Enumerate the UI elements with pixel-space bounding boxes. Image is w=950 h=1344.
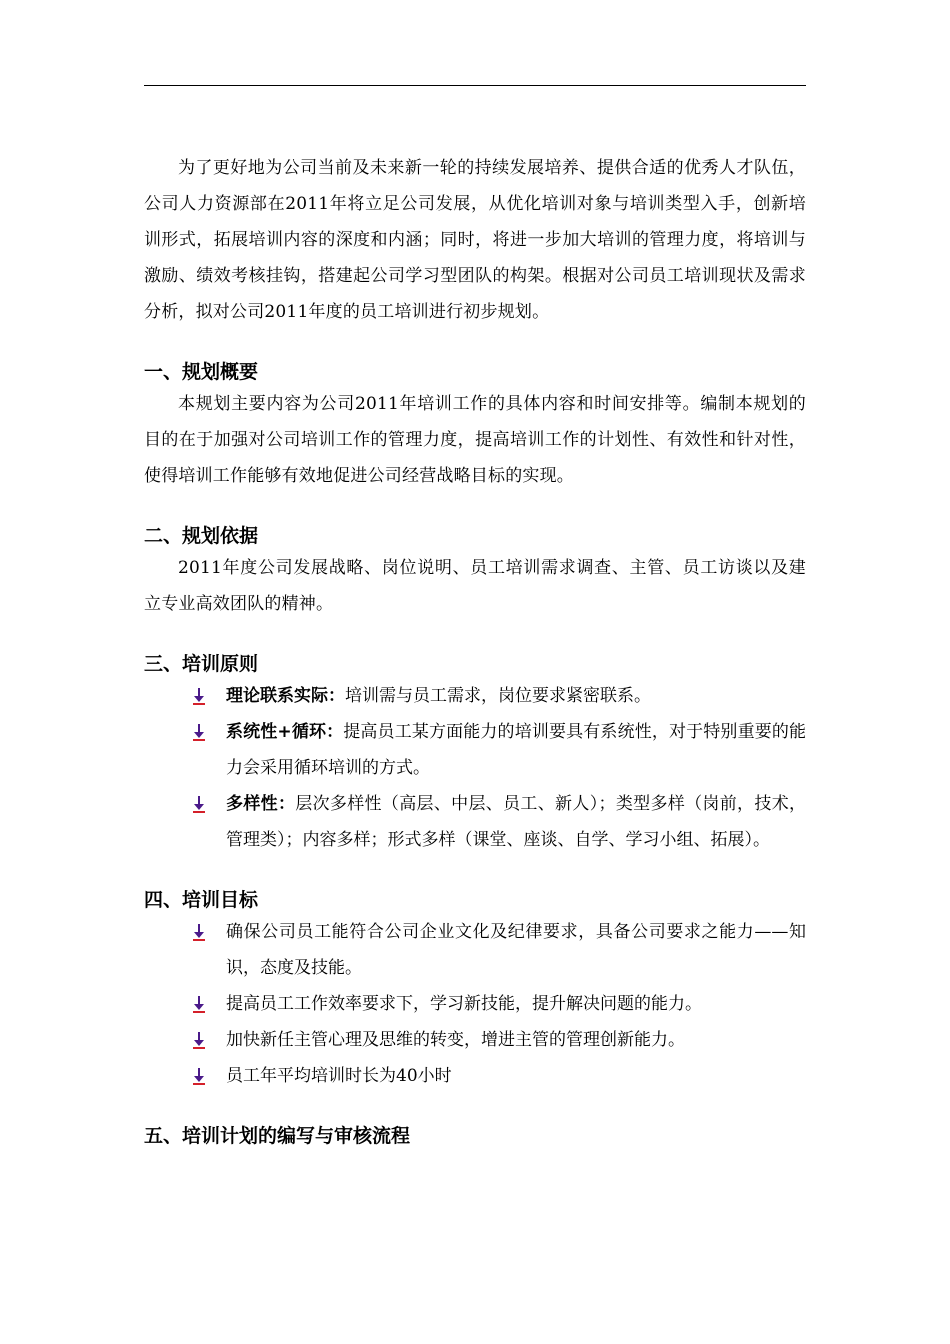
list-item bbox=[144, 914, 806, 986]
list-item bbox=[144, 1022, 806, 1058]
arrow-down-bullet-icon bbox=[192, 1068, 206, 1086]
section-heading-basis: 二、规划依据 bbox=[144, 525, 259, 547]
header-rule bbox=[144, 85, 806, 86]
principle-text: 层次多样性（高层、中层、员工、新人）；类型多样（岗前，技术，管理类）；内容多样；形式多样（课堂、座谈、自学、学习小组、拓展）。 bbox=[226, 794, 807, 850]
goal-text: 员工年平均培训时长为40小时 bbox=[226, 1066, 452, 1086]
list-item bbox=[144, 986, 806, 1022]
goal-text: 提高员工工作效率要求下，学习新技能，提升解决问题的能力。 bbox=[226, 994, 702, 1014]
section-heading-principles: 三、培训原则 bbox=[144, 653, 259, 675]
arrow-down-bullet-icon bbox=[192, 996, 206, 1014]
principles-list bbox=[144, 678, 806, 858]
overview-paragraph: 本规划主要内容为公司2011年培训工作的具体内容和时间安排等。编制本规划的目的在于加强对公司培训工作的管理力度，提高培训工作的计划性、有效性和针对性，使得培训工作能够有效地促进公司经营战略目标的实现。 bbox=[144, 394, 806, 486]
list-item bbox=[144, 678, 806, 714]
intro-paragraph: 为了更好地为公司当前及未来新一轮的持续发展培养、提供合适的优秀人才队伍，公司人力资源部在2011年将立足公司发展，从优化培训对象与培训类型入手，创新培训形式，拓展培训内容的深度和内涵；同时，将进一步加大培训的管理力度，将培训与激励、绩效考核挂钩，搭建起公司学习型团队的构架。根据对公司员工培训现状及需求分析，拟对公司2011年度的员工培训进行初步规划。 bbox=[144, 158, 806, 322]
arrow-down-bullet-icon bbox=[192, 688, 206, 706]
list-item bbox=[144, 1058, 806, 1094]
principle-text: 提高员工某方面能力的培训要具有系统性，对于特别重要的能力会采用循环培训的方式。 bbox=[226, 722, 807, 778]
list-item bbox=[144, 786, 806, 858]
document-body bbox=[144, 150, 806, 1150]
goal-text: 加快新任主管心理及思维的转变，增进主管的管理创新能力。 bbox=[226, 1030, 685, 1050]
arrow-down-bullet-icon bbox=[192, 924, 206, 942]
basis-paragraph: 2011年度公司发展战略、岗位说明、员工培训需求调查、主管、员工访谈以及建立专业高效团队的精神。 bbox=[144, 558, 806, 614]
principle-term: 系统性+循环： bbox=[226, 722, 344, 742]
arrow-down-bullet-icon bbox=[192, 1032, 206, 1050]
goals-list bbox=[144, 914, 806, 1094]
arrow-down-bullet-icon bbox=[192, 796, 206, 814]
list-item bbox=[144, 714, 806, 786]
section-heading-goals: 四、培训目标 bbox=[144, 889, 259, 911]
arrow-down-bullet-icon bbox=[192, 724, 206, 742]
principle-term: 理论联系实际： bbox=[226, 686, 345, 706]
goal-text: 确保公司员工能符合公司企业文化及纪律要求，具备公司要求之能力——知识，态度及技能。 bbox=[226, 922, 806, 978]
section-heading-overview: 一、规划概要 bbox=[144, 361, 259, 383]
principle-text: 培训需与员工需求，岗位要求紧密联系。 bbox=[345, 686, 651, 706]
principle-term: 多样性： bbox=[226, 794, 296, 814]
section-heading-process: 五、培训计划的编写与审核流程 bbox=[144, 1125, 411, 1147]
